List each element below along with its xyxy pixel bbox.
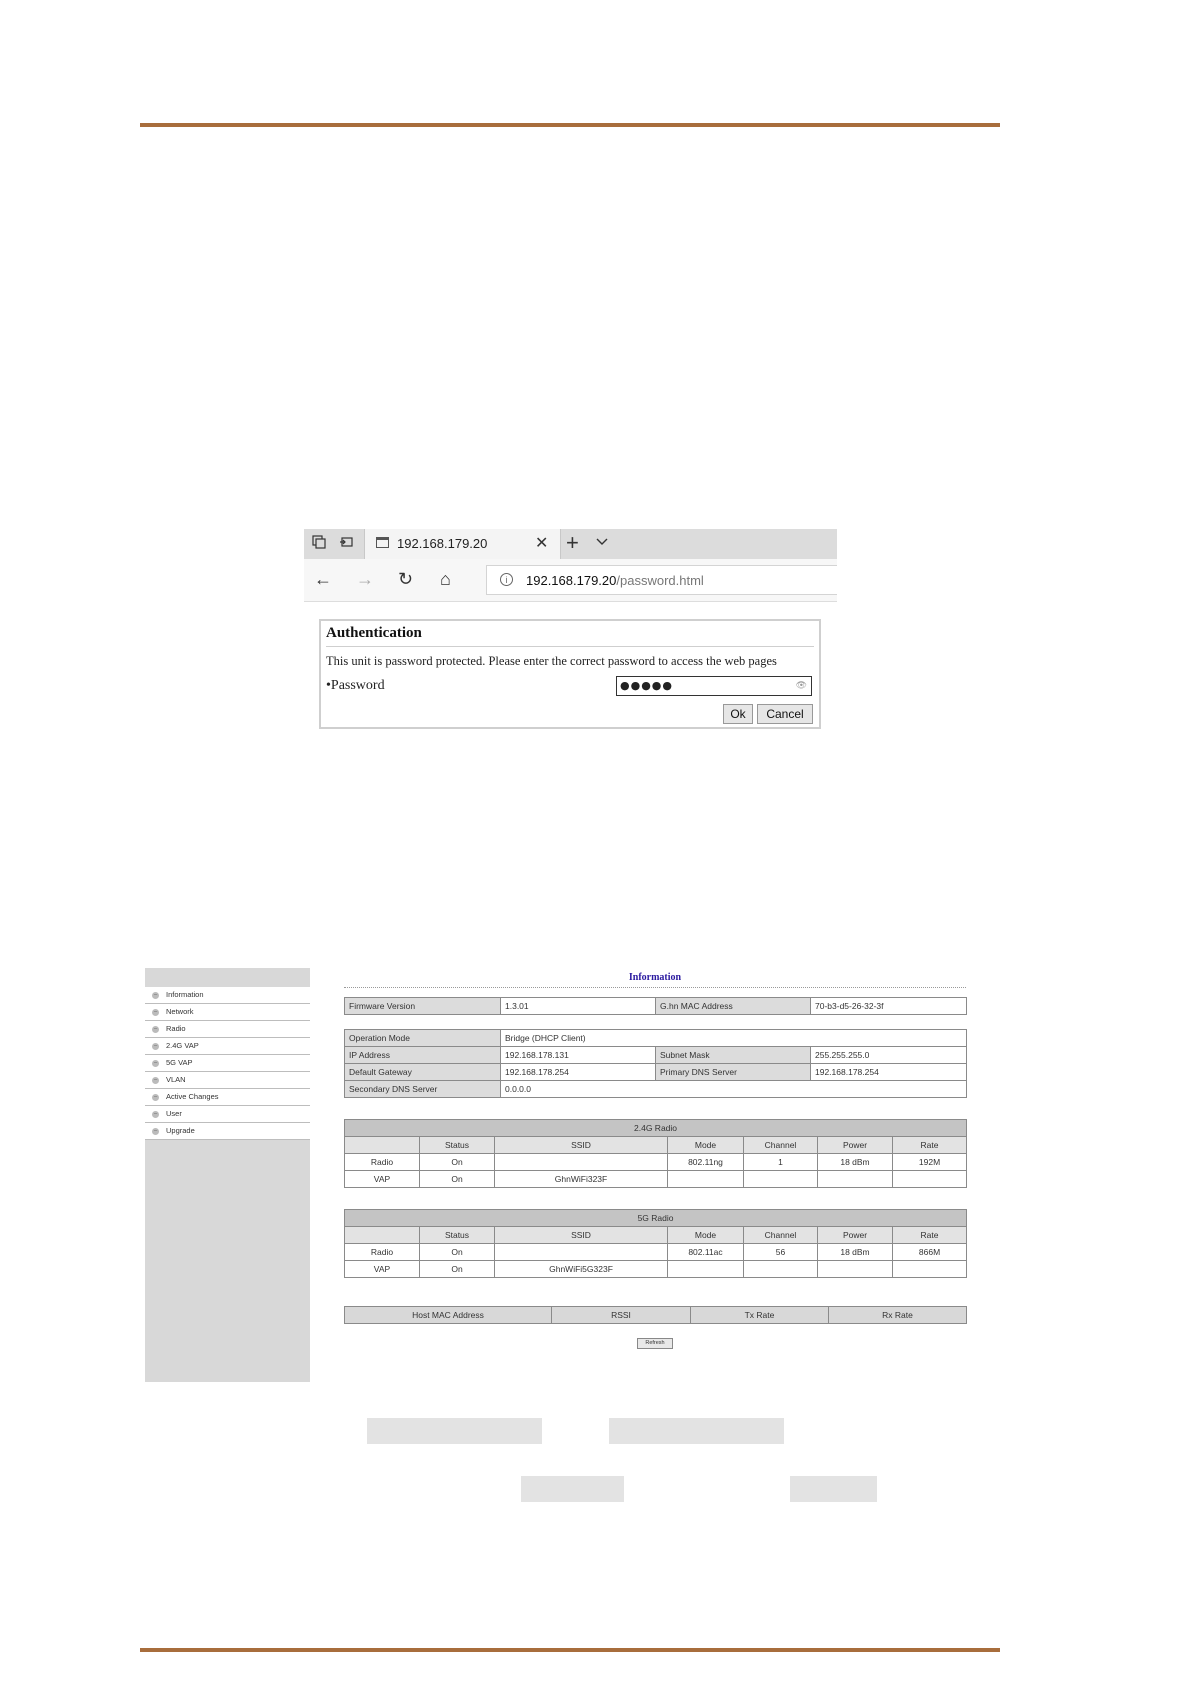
table-cell: 56 <box>744 1244 818 1261</box>
sidebar-item-information[interactable] <box>145 987 310 1004</box>
table-row <box>345 1261 967 1278</box>
primary-dns-value: 192.168.178.254 <box>811 1064 967 1081</box>
table-row <box>345 1081 967 1098</box>
table-cell <box>818 1171 893 1188</box>
op-mode-label: Operation Mode <box>345 1030 501 1047</box>
column-header: Status <box>420 1137 495 1154</box>
column-header: Tx Rate <box>691 1307 829 1324</box>
bullet-icon: – <box>153 1077 158 1083</box>
table-cell: On <box>420 1261 495 1278</box>
table-cell <box>744 1171 818 1188</box>
table-row <box>345 1064 967 1081</box>
sidebar-item-radio[interactable] <box>145 1021 310 1038</box>
sidebar-item-vlan[interactable] <box>145 1072 310 1089</box>
bullet-icon: – <box>153 992 158 998</box>
sidebar-item-label: Upgrade <box>166 1126 195 1135</box>
bullet-icon: – <box>153 1111 158 1117</box>
bullet-icon: – <box>153 1026 158 1032</box>
table-row <box>345 1210 967 1227</box>
column-header: Channel <box>744 1137 818 1154</box>
bullet-icon: – <box>153 1060 158 1066</box>
sidebar-item-label: Information <box>166 990 204 999</box>
refresh-button[interactable]: Refresh <box>637 1338 673 1349</box>
password-input[interactable] <box>616 676 812 696</box>
radio-24g-title: 2.4G Radio <box>345 1120 967 1137</box>
sidebar-item-label: Radio <box>166 1024 186 1033</box>
column-header: Power <box>818 1137 893 1154</box>
navigation-bar <box>304 559 837 602</box>
gateway-value: 192.168.178.254 <box>501 1064 656 1081</box>
reload-icon[interactable]: ↻ <box>398 569 414 589</box>
table-row <box>345 1244 967 1261</box>
radio-24g-table <box>344 1119 967 1188</box>
reveal-password-icon[interactable]: 👁 <box>795 681 807 691</box>
redacted-box <box>367 1418 542 1444</box>
sidebar-item-upgrade[interactable] <box>145 1123 310 1140</box>
table-cell: 18 dBm <box>818 1244 893 1261</box>
divider <box>344 987 966 988</box>
table-row <box>345 1307 967 1324</box>
close-icon[interactable]: ✕ <box>535 535 549 552</box>
password-label: •Password <box>326 678 385 693</box>
radio-5g-title: 5G Radio <box>345 1210 967 1227</box>
sidebar-item-label: 5G VAP <box>166 1058 193 1067</box>
sidebar-item-label: Active Changes <box>166 1092 219 1101</box>
sidebar-header <box>145 968 310 987</box>
table-cell: Radio <box>345 1244 420 1261</box>
table-cell <box>495 1154 668 1171</box>
home-icon[interactable]: ⌂ <box>440 569 451 589</box>
column-header: Rate <box>893 1227 967 1244</box>
sidebar-item-user[interactable] <box>145 1106 310 1123</box>
column-header: Mode <box>668 1227 744 1244</box>
plus-icon[interactable]: + <box>566 530 579 555</box>
table-row <box>345 998 967 1015</box>
table-row <box>345 1120 967 1137</box>
network-table <box>344 1029 967 1098</box>
auth-message: This unit is password protected. Please enter the correct password to access the web pages <box>326 654 777 668</box>
sidebar-item-active-changes[interactable] <box>145 1089 310 1106</box>
gateway-label: Default Gateway <box>345 1064 501 1081</box>
address-bar[interactable] <box>486 565 837 595</box>
sidebar-item-24g-vap[interactable] <box>145 1038 310 1055</box>
table-cell: 866M <box>893 1244 967 1261</box>
cancel-button[interactable]: Cancel <box>757 704 813 724</box>
chevron-down-icon[interactable] <box>596 534 608 549</box>
column-header: Rx Rate <box>829 1307 967 1324</box>
table-cell <box>818 1261 893 1278</box>
bullet-icon: – <box>153 1043 158 1049</box>
secondary-dns-value: 0.0.0.0 <box>501 1081 967 1098</box>
redacted-box <box>790 1476 877 1502</box>
table-row <box>345 1154 967 1171</box>
table-cell <box>668 1261 744 1278</box>
sidebar-item-label: VLAN <box>166 1075 186 1084</box>
tab-aside-icon[interactable] <box>336 534 356 554</box>
sidebar <box>145 968 310 1382</box>
sidebar-item-label: Network <box>166 1007 194 1016</box>
ghn-mac-value: 70-b3-d5-26-32-3f <box>811 998 967 1015</box>
page-title: Information <box>628 972 682 983</box>
radio-5g-table <box>344 1209 967 1278</box>
table-cell: 192M <box>893 1154 967 1171</box>
table-cell <box>345 1227 420 1244</box>
column-header: Channel <box>744 1227 818 1244</box>
table-cell: GhnWiFi323F <box>495 1171 668 1188</box>
column-header: Status <box>420 1227 495 1244</box>
table-cell: GhnWiFi5G323F <box>495 1261 668 1278</box>
table-row <box>345 1030 967 1047</box>
ghn-mac-label: G.hn MAC Address <box>656 998 811 1015</box>
ip-value: 192.168.178.131 <box>501 1047 656 1064</box>
table-row <box>345 1137 967 1154</box>
column-header: Power <box>818 1227 893 1244</box>
authentication-panel <box>319 619 821 729</box>
bullet-icon: – <box>153 1094 158 1100</box>
table-cell: VAP <box>345 1171 420 1188</box>
bullet-icon: – <box>153 1009 158 1015</box>
primary-dns-label: Primary DNS Server <box>656 1064 811 1081</box>
table-cell <box>744 1261 818 1278</box>
table-cell: 1 <box>744 1154 818 1171</box>
table-row <box>345 1227 967 1244</box>
tab-manage-icon[interactable] <box>309 534 329 554</box>
table-cell: On <box>420 1171 495 1188</box>
column-header: Rate <box>893 1137 967 1154</box>
table-row <box>345 1047 967 1064</box>
subnet-value: 255.255.255.0 <box>811 1047 967 1064</box>
column-header: RSSI <box>552 1307 691 1324</box>
sidebar-item-label: User <box>166 1109 182 1118</box>
bottom-rule <box>140 1648 1000 1652</box>
table-cell: On <box>420 1244 495 1261</box>
column-header: SSID <box>495 1137 668 1154</box>
sidebar-item-5g-vap[interactable] <box>145 1055 310 1072</box>
firmware-table <box>344 997 967 1015</box>
table-cell <box>668 1171 744 1188</box>
info-icon[interactable]: i <box>500 573 513 586</box>
sidebar-item-network[interactable] <box>145 1004 310 1021</box>
table-cell <box>893 1171 967 1188</box>
top-rule <box>140 123 1000 127</box>
page-icon <box>376 537 389 548</box>
table-row <box>345 1171 967 1188</box>
forward-arrow-icon[interactable]: → <box>356 569 374 589</box>
column-header: Host MAC Address <box>345 1307 552 1324</box>
redacted-box <box>521 1476 624 1502</box>
table-cell: Radio <box>345 1154 420 1171</box>
column-header: Mode <box>668 1137 744 1154</box>
sidebar-item-label: 2.4G VAP <box>166 1041 199 1050</box>
password-value: ●●●●● <box>620 679 673 692</box>
firmware-value: 1.3.01 <box>501 998 656 1015</box>
table-cell: 802.11ng <box>668 1154 744 1171</box>
table-cell <box>893 1261 967 1278</box>
back-arrow-icon[interactable]: ← <box>314 569 332 589</box>
table-cell <box>495 1244 668 1261</box>
column-header: SSID <box>495 1227 668 1244</box>
table-cell: 18 dBm <box>818 1154 893 1171</box>
ok-button[interactable]: Ok <box>723 704 753 724</box>
op-mode-value: Bridge (DHCP Client) <box>501 1030 967 1047</box>
bullet-icon: – <box>153 1128 158 1134</box>
browser-tab[interactable] <box>364 529 561 559</box>
firmware-label: Firmware Version <box>345 998 501 1015</box>
ip-label: IP Address <box>345 1047 501 1064</box>
secondary-dns-label: Secondary DNS Server <box>345 1081 501 1098</box>
address-url: 192.168.179.20/password.html <box>526 573 704 588</box>
host-table <box>344 1306 967 1324</box>
table-cell: On <box>420 1154 495 1171</box>
subnet-label: Subnet Mask <box>656 1047 811 1064</box>
table-cell: VAP <box>345 1261 420 1278</box>
auth-title: Authentication <box>326 625 422 641</box>
table-cell: 802.11ac <box>668 1244 744 1261</box>
redacted-box <box>609 1418 784 1444</box>
table-cell <box>345 1137 420 1154</box>
divider <box>326 646 814 647</box>
tab-title: 192.168.179.20 <box>397 536 488 551</box>
tab-bar <box>304 529 837 559</box>
browser-screenshot <box>304 529 837 734</box>
